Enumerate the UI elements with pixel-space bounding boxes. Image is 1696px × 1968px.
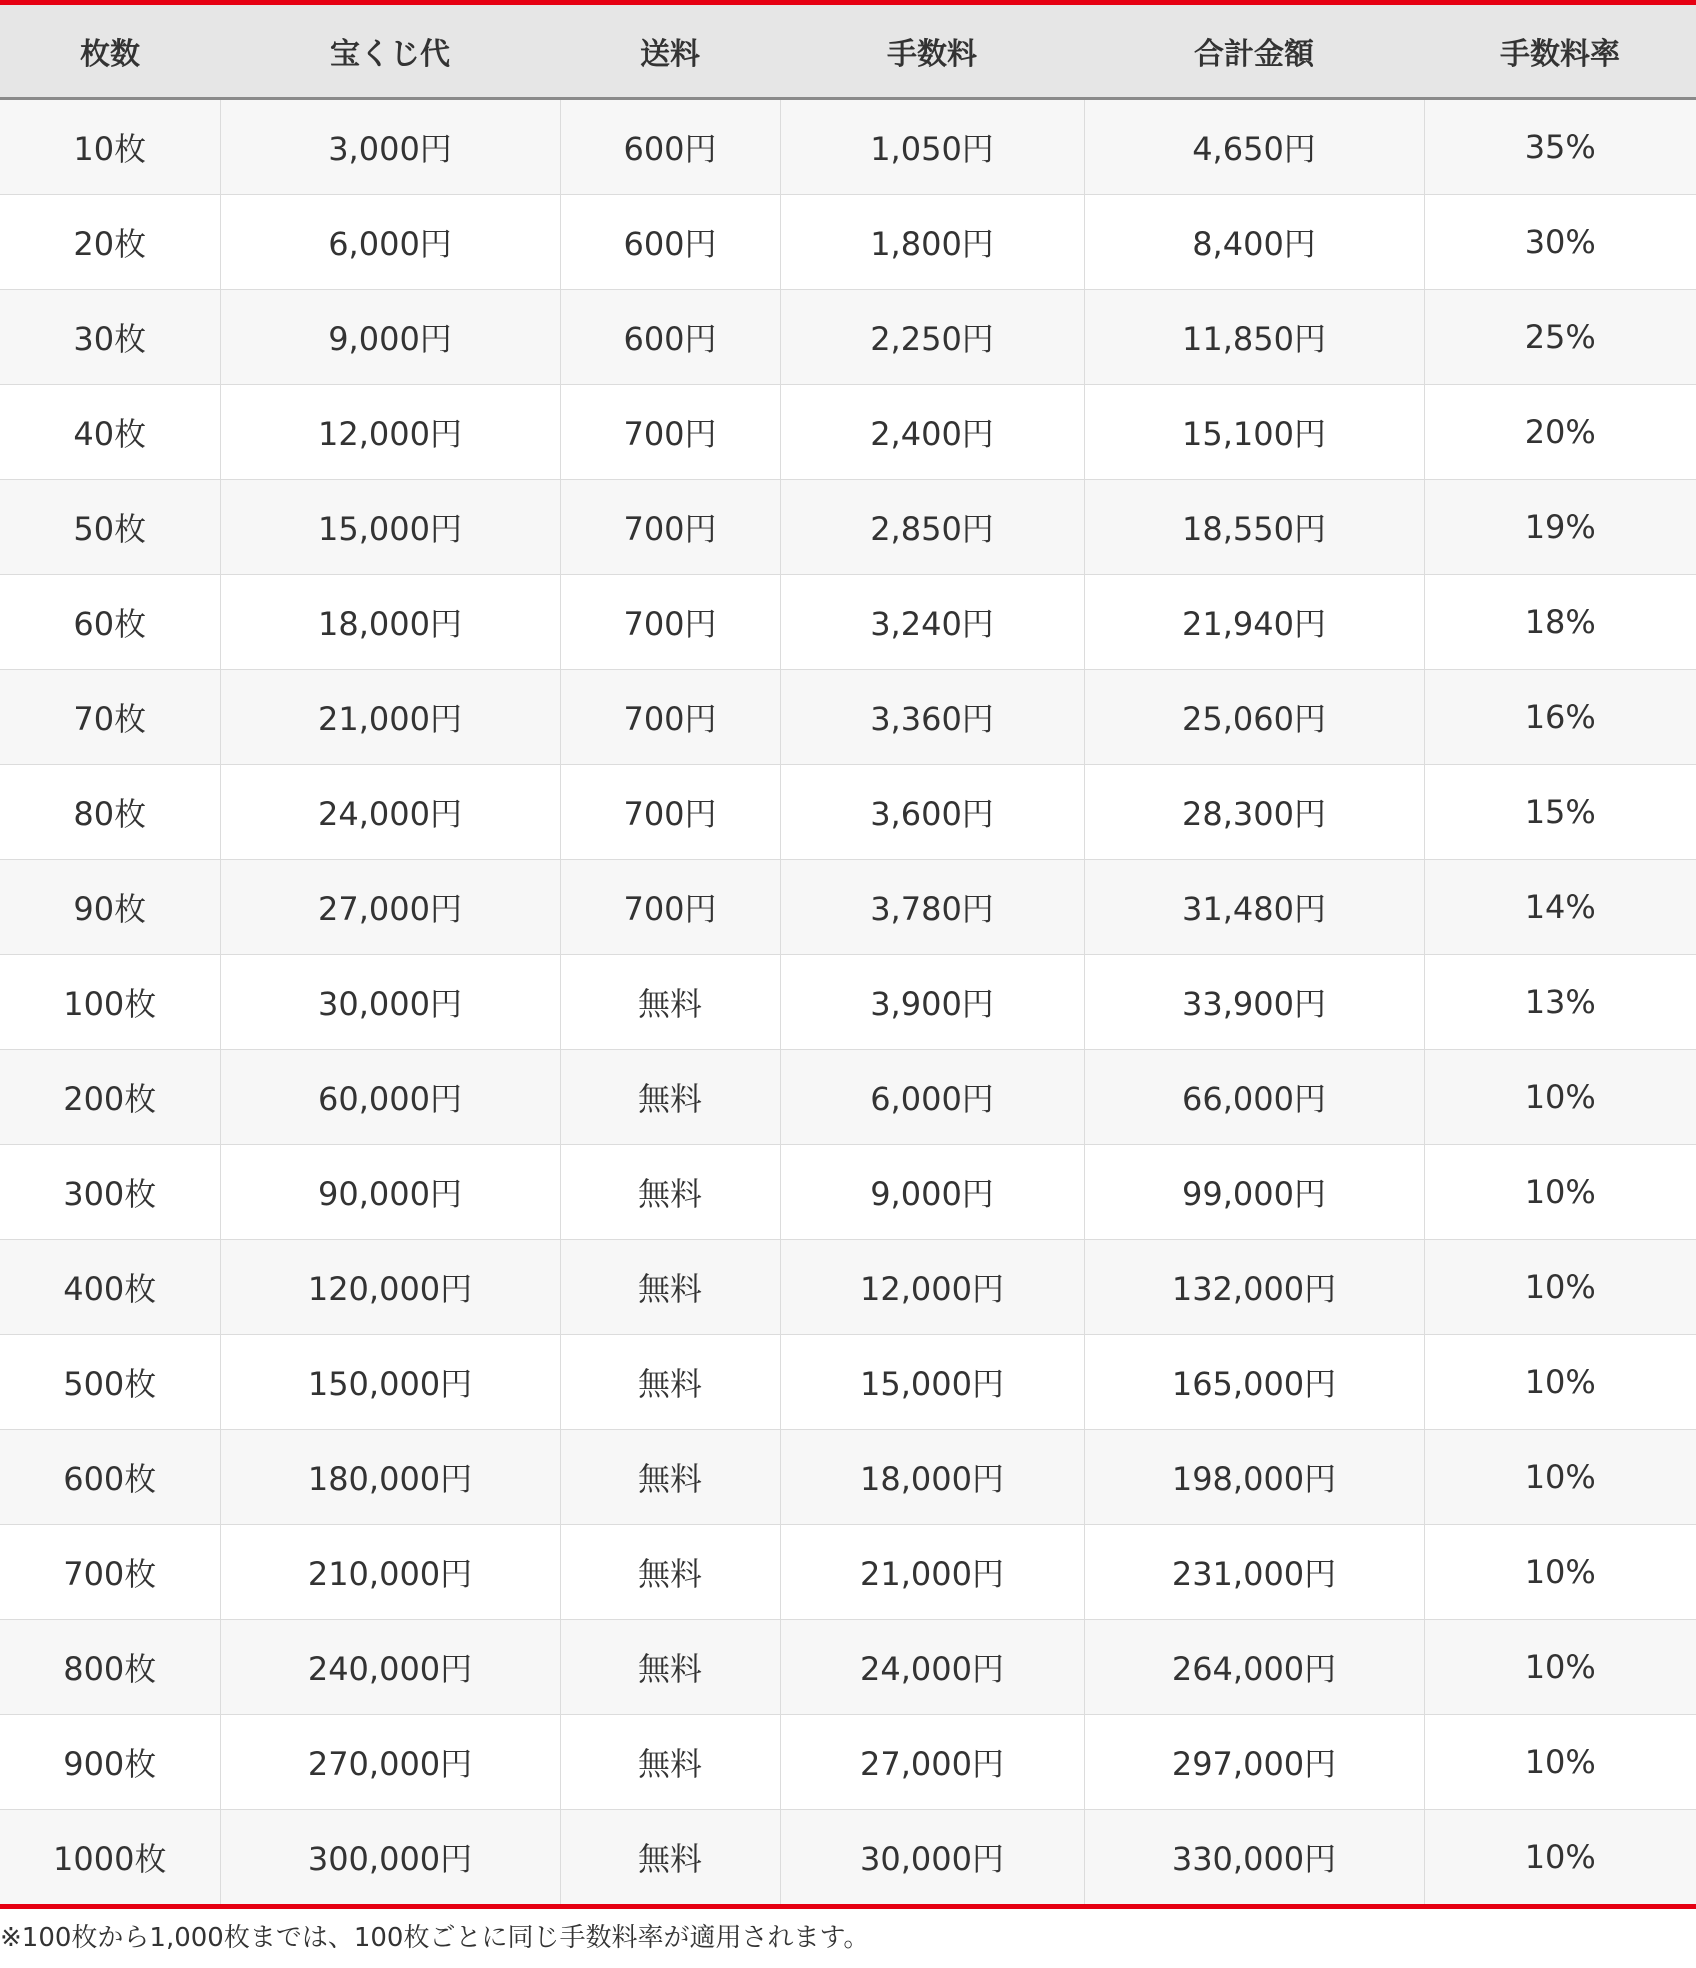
cell-fee: 27,000円	[780, 1715, 1084, 1810]
cell-ticket-price: 9,000円	[220, 290, 560, 385]
cell-shipping: 700円	[560, 385, 780, 480]
cell-ticket-price: 90,000円	[220, 1145, 560, 1240]
cell-fee-rate: 30%	[1424, 195, 1696, 290]
header-count: 枚数	[0, 5, 220, 99]
cell-fee: 1,800円	[780, 195, 1084, 290]
cell-ticket-price: 300,000円	[220, 1810, 560, 1905]
cell-count: 80枚	[0, 765, 220, 860]
cell-total: 11,850円	[1084, 290, 1424, 385]
table-row	[0, 1715, 1696, 1810]
cell-count: 90枚	[0, 860, 220, 955]
cell-shipping: 600円	[560, 290, 780, 385]
cell-total: 330,000円	[1084, 1810, 1424, 1905]
cell-fee-rate: 35%	[1424, 99, 1696, 195]
cell-total: 31,480円	[1084, 860, 1424, 955]
cell-ticket-price: 150,000円	[220, 1335, 560, 1430]
cell-fee: 3,600円	[780, 765, 1084, 860]
cell-total: 28,300円	[1084, 765, 1424, 860]
cell-ticket-price: 27,000円	[220, 860, 560, 955]
cell-count: 300枚	[0, 1145, 220, 1240]
cell-total: 165,000円	[1084, 1335, 1424, 1430]
cell-fee: 21,000円	[780, 1525, 1084, 1620]
cell-total: 4,650円	[1084, 99, 1424, 195]
table-row	[0, 385, 1696, 480]
cell-count: 60枚	[0, 575, 220, 670]
cell-shipping: 無料	[560, 1335, 780, 1430]
cell-shipping: 600円	[560, 195, 780, 290]
footnote: ※100枚から1,000枚までは、100枚ごとに同じ手数料率が適用されます。	[0, 1923, 870, 1953]
table-row	[0, 575, 1696, 670]
cell-ticket-price: 30,000円	[220, 955, 560, 1050]
cell-fee-rate: 18%	[1424, 575, 1696, 670]
cell-count: 900枚	[0, 1715, 220, 1810]
cell-fee-rate: 10%	[1424, 1145, 1696, 1240]
cell-fee: 2,250円	[780, 290, 1084, 385]
cell-count: 40枚	[0, 385, 220, 480]
table-row	[0, 1430, 1696, 1525]
cell-fee-rate: 10%	[1424, 1715, 1696, 1810]
cell-fee-rate: 16%	[1424, 670, 1696, 765]
cell-fee-rate: 10%	[1424, 1050, 1696, 1145]
cell-ticket-price: 21,000円	[220, 670, 560, 765]
cell-total: 21,940円	[1084, 575, 1424, 670]
cell-shipping: 無料	[560, 1715, 780, 1810]
cell-ticket-price: 60,000円	[220, 1050, 560, 1145]
cell-ticket-price: 24,000円	[220, 765, 560, 860]
cell-total: 15,100円	[1084, 385, 1424, 480]
cell-shipping: 700円	[560, 670, 780, 765]
cell-shipping: 無料	[560, 1620, 780, 1715]
table-body	[0, 99, 1696, 1905]
cell-total: 99,000円	[1084, 1145, 1424, 1240]
table-row	[0, 290, 1696, 385]
table-header	[0, 5, 1696, 99]
table-row	[0, 1145, 1696, 1240]
header-ticket-price: 宝くじ代	[220, 5, 560, 99]
cell-ticket-price: 18,000円	[220, 575, 560, 670]
table-row	[0, 1525, 1696, 1620]
cell-fee: 9,000円	[780, 1145, 1084, 1240]
cell-shipping: 無料	[560, 1810, 780, 1905]
cell-total: 198,000円	[1084, 1430, 1424, 1525]
header-fee: 手数料	[780, 5, 1084, 99]
cell-count: 500枚	[0, 1335, 220, 1430]
cell-fee: 6,000円	[780, 1050, 1084, 1145]
cell-fee-rate: 10%	[1424, 1240, 1696, 1335]
cell-count: 100枚	[0, 955, 220, 1050]
cell-fee-rate: 25%	[1424, 290, 1696, 385]
cell-shipping: 無料	[560, 1430, 780, 1525]
table-row	[0, 1240, 1696, 1335]
table-row	[0, 480, 1696, 575]
cell-count: 50枚	[0, 480, 220, 575]
table-row	[0, 860, 1696, 955]
cell-count: 1000枚	[0, 1810, 220, 1905]
cell-fee: 3,780円	[780, 860, 1084, 955]
cell-shipping: 700円	[560, 480, 780, 575]
cell-ticket-price: 240,000円	[220, 1620, 560, 1715]
cell-ticket-price: 12,000円	[220, 385, 560, 480]
cell-ticket-price: 270,000円	[220, 1715, 560, 1810]
cell-count: 800枚	[0, 1620, 220, 1715]
cell-fee: 2,400円	[780, 385, 1084, 480]
cell-fee: 3,360円	[780, 670, 1084, 765]
cell-fee-rate: 10%	[1424, 1525, 1696, 1620]
cell-ticket-price: 210,000円	[220, 1525, 560, 1620]
header-fee-rate: 手数料率	[1424, 5, 1696, 99]
header-row	[0, 5, 1696, 99]
cell-fee: 12,000円	[780, 1240, 1084, 1335]
cell-total: 25,060円	[1084, 670, 1424, 765]
cell-ticket-price: 120,000円	[220, 1240, 560, 1335]
cell-ticket-price: 3,000円	[220, 99, 560, 195]
table-row	[0, 1620, 1696, 1715]
cell-ticket-price: 180,000円	[220, 1430, 560, 1525]
cell-total: 297,000円	[1084, 1715, 1424, 1810]
cell-fee: 1,050円	[780, 99, 1084, 195]
cell-total: 18,550円	[1084, 480, 1424, 575]
table-row	[0, 99, 1696, 195]
cell-fee-rate: 19%	[1424, 480, 1696, 575]
cell-shipping: 無料	[560, 1145, 780, 1240]
cell-shipping: 無料	[560, 1050, 780, 1145]
cell-fee-rate: 20%	[1424, 385, 1696, 480]
table-row	[0, 1050, 1696, 1145]
cell-fee-rate: 10%	[1424, 1335, 1696, 1430]
cell-count: 30枚	[0, 290, 220, 385]
cell-shipping: 無料	[560, 1240, 780, 1335]
table-row	[0, 1810, 1696, 1905]
cell-fee: 15,000円	[780, 1335, 1084, 1430]
cell-count: 70枚	[0, 670, 220, 765]
header-shipping: 送料	[560, 5, 780, 99]
cell-fee: 18,000円	[780, 1430, 1084, 1525]
cell-shipping: 無料	[560, 955, 780, 1050]
cell-count: 20枚	[0, 195, 220, 290]
cell-shipping: 無料	[560, 1525, 780, 1620]
cell-shipping: 700円	[560, 765, 780, 860]
cell-fee: 3,900円	[780, 955, 1084, 1050]
table-row	[0, 195, 1696, 290]
cell-fee-rate: 10%	[1424, 1810, 1696, 1905]
cell-total: 33,900円	[1084, 955, 1424, 1050]
cell-count: 10枚	[0, 99, 220, 195]
table-row	[0, 765, 1696, 860]
cell-ticket-price: 6,000円	[220, 195, 560, 290]
cell-fee: 3,240円	[780, 575, 1084, 670]
cell-fee-rate: 13%	[1424, 955, 1696, 1050]
cell-total: 132,000円	[1084, 1240, 1424, 1335]
cell-count: 600枚	[0, 1430, 220, 1525]
header-total: 合計金額	[1084, 5, 1424, 99]
cell-count: 200枚	[0, 1050, 220, 1145]
cell-fee-rate: 15%	[1424, 765, 1696, 860]
cell-total: 8,400円	[1084, 195, 1424, 290]
fee-table	[0, 5, 1696, 1904]
cell-fee-rate: 14%	[1424, 860, 1696, 955]
cell-total: 66,000円	[1084, 1050, 1424, 1145]
cell-ticket-price: 15,000円	[220, 480, 560, 575]
cell-shipping: 700円	[560, 860, 780, 955]
cell-total: 231,000円	[1084, 1525, 1424, 1620]
cell-fee: 30,000円	[780, 1810, 1084, 1905]
cell-fee-rate: 10%	[1424, 1430, 1696, 1525]
cell-count: 400枚	[0, 1240, 220, 1335]
cell-fee-rate: 10%	[1424, 1620, 1696, 1715]
cell-fee: 2,850円	[780, 480, 1084, 575]
table-row	[0, 670, 1696, 765]
cell-shipping: 700円	[560, 575, 780, 670]
cell-count: 700枚	[0, 1525, 220, 1620]
table-row	[0, 955, 1696, 1050]
cell-shipping: 600円	[560, 99, 780, 195]
cell-fee: 24,000円	[780, 1620, 1084, 1715]
cell-total: 264,000円	[1084, 1620, 1424, 1715]
table-row	[0, 1335, 1696, 1430]
